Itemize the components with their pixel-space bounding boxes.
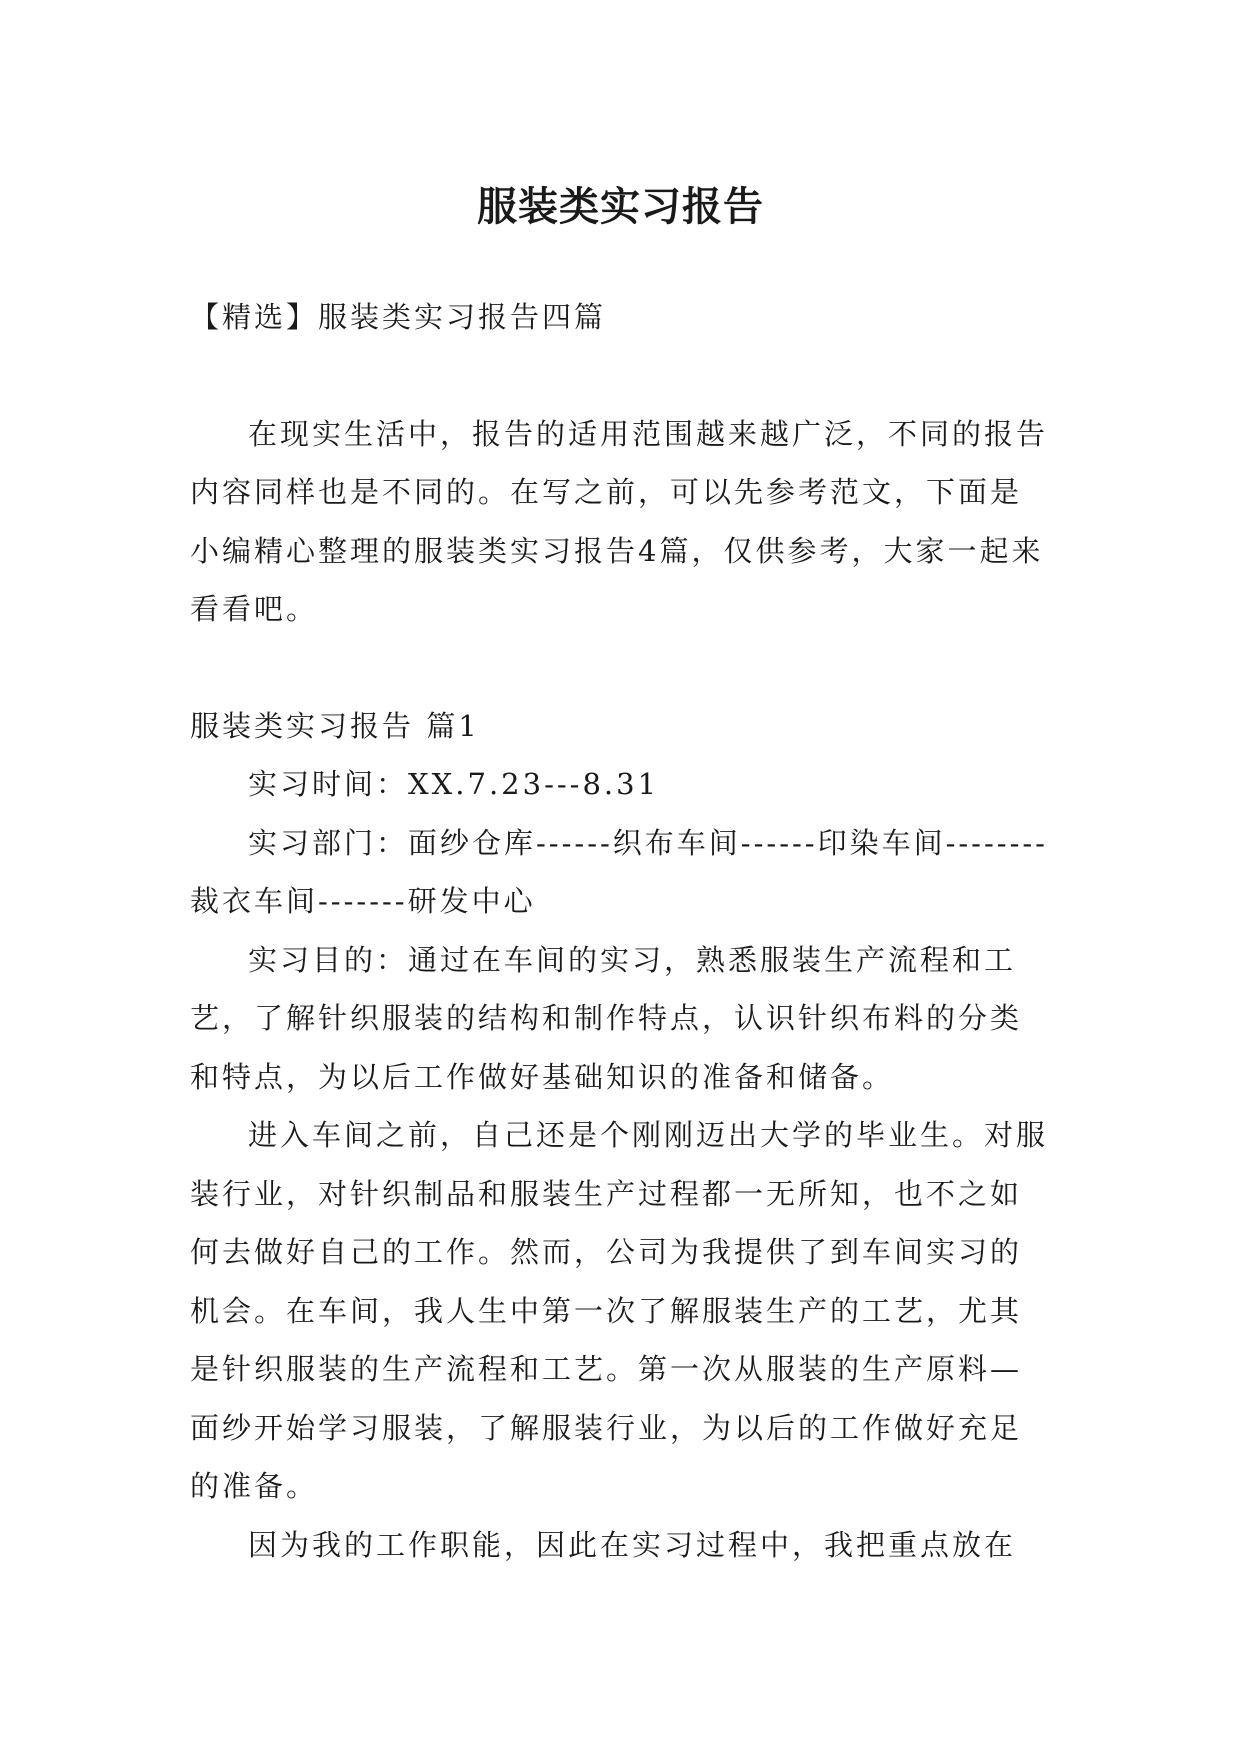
body-paragraph-2: 因为我的工作职能，因此在实习过程中，我把重点放在	[248, 1527, 1017, 1562]
internship-purpose: 实习目的：通过在车间的实习，熟悉服装生产流程和工艺，了解针织服装的结构和制作特点，认识针织布料的分类和特点，为以后工作做好基础知识的准备和储备。	[190, 942, 1023, 1094]
body-paragraph-1: 进入车间之前，自己还是个刚刚迈出大学的毕业生。对服装行业，对针织制品和服装生产过程都一无所知，也不之如何去做好自己的工作。然而，公司为我提供了到车间实习的机会。在车间，我人生中第一次了解服装生产的工艺，尤其是针织服装的生产流程和工艺。第一次从服装的生产原料—面纱开始学习服装，了解服装行业，为以后的工作做好充足的准备。	[190, 1118, 1049, 1503]
internship-department: 实习部门：面纱仓库------织布车间------印染车间--------裁衣车间-------研发中心	[190, 825, 1048, 918]
internship-time: 实习时间：XX.7.23---8.31	[248, 767, 660, 801]
section-heading: 服装类实习报告 篇1	[190, 708, 480, 743]
document-body	[190, 288, 1052, 1574]
document-subtitle: 【精选】服装类实习报告四篇	[190, 300, 607, 334]
intro-paragraph: 在现实生活中，报告的适用范围越来越广泛，不同的报告内容同样也是不同的。在写之前，可以先参考范文，下面是小编精心整理的服装类实习报告4篇，仅供参考，大家一起来看看吧。	[190, 416, 1049, 626]
document-title: 服装类实习报告	[477, 182, 764, 230]
